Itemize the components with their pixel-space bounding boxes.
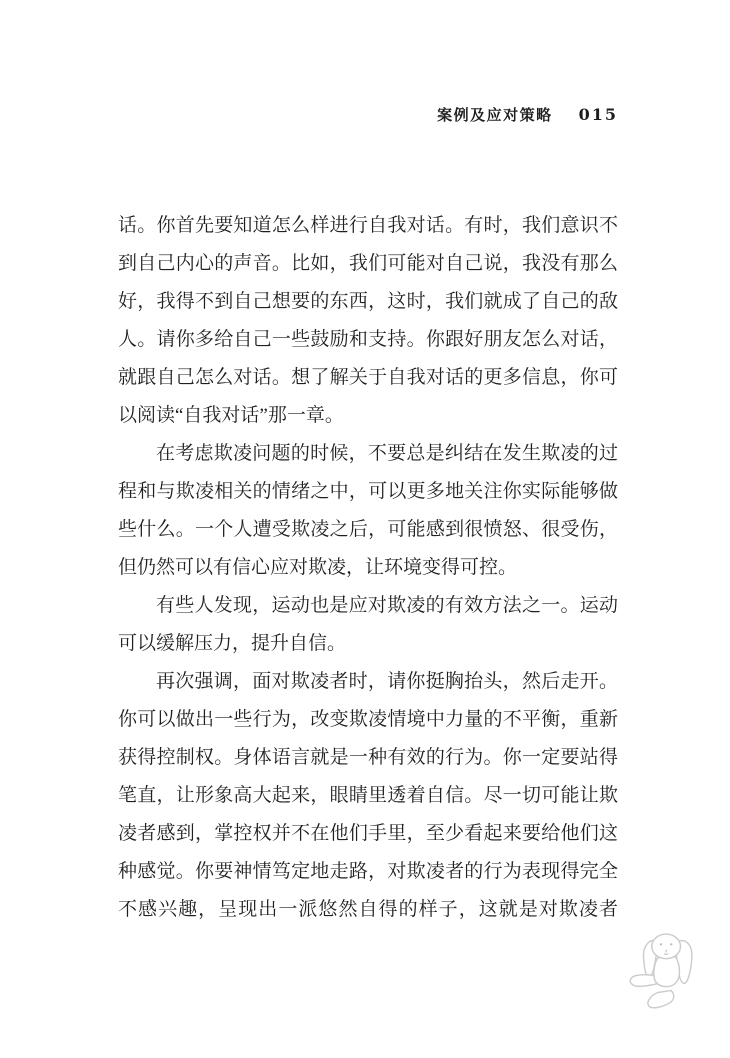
bunny-sketch-icon	[624, 931, 696, 1013]
page-number: 015	[578, 105, 618, 124]
paragraph: 再次强调，面对欺凌者时，请你挺胸抬头，然后走开。你可以做出一些行为，改变欺凌情境中力量的不平衡，重新获得控制权。身体语言就是一种有效的行为。你一定要站得笔直，让形象高大起来，眼睛里透着自信。尽一切可能让欺凌者感到，掌控权并不在他们手里，至少看起来要给他们这种感觉。你要神情笃定地走路，对欺凌者的行为表现得完全不感兴趣，呈现出一派悠然自得的样子，这就是对欺凌者	[118, 671, 618, 920]
paragraph: 在考虑欺凌问题的时候，不要总是纠结在发生欺凌的过程和与欺凌相关的情绪之中，可以更多地关注你实际能够做些什么。一个人遭受欺凌之后，可能感到很愤怒、很受伤，但仍然可以有信心应对欺凌，让环境变得可控。	[118, 443, 618, 578]
paragraph: 话。你首先要知道怎么样进行自我对话。有时，我们意识不到自己内心的声音。比如，我们可能对自己说，我没有那么好，我得不到自己想要的东西，这时，我们就成了自己的敌人。请你多给自己一些鼓励和支持。你跟好朋友怎么对话，就跟自己怎么对话。想了解关于自我对话的更多信息，你可以阅读“自我对话”那一章。	[118, 215, 618, 426]
paragraph: 有些人发现，运动也是应对欺凌的有效方法之一。运动可以缓解压力，提升自信。	[118, 595, 618, 654]
chapter-title: 案例及应对策略	[437, 108, 553, 124]
body-text-block	[118, 207, 618, 929]
running-header	[118, 104, 618, 125]
